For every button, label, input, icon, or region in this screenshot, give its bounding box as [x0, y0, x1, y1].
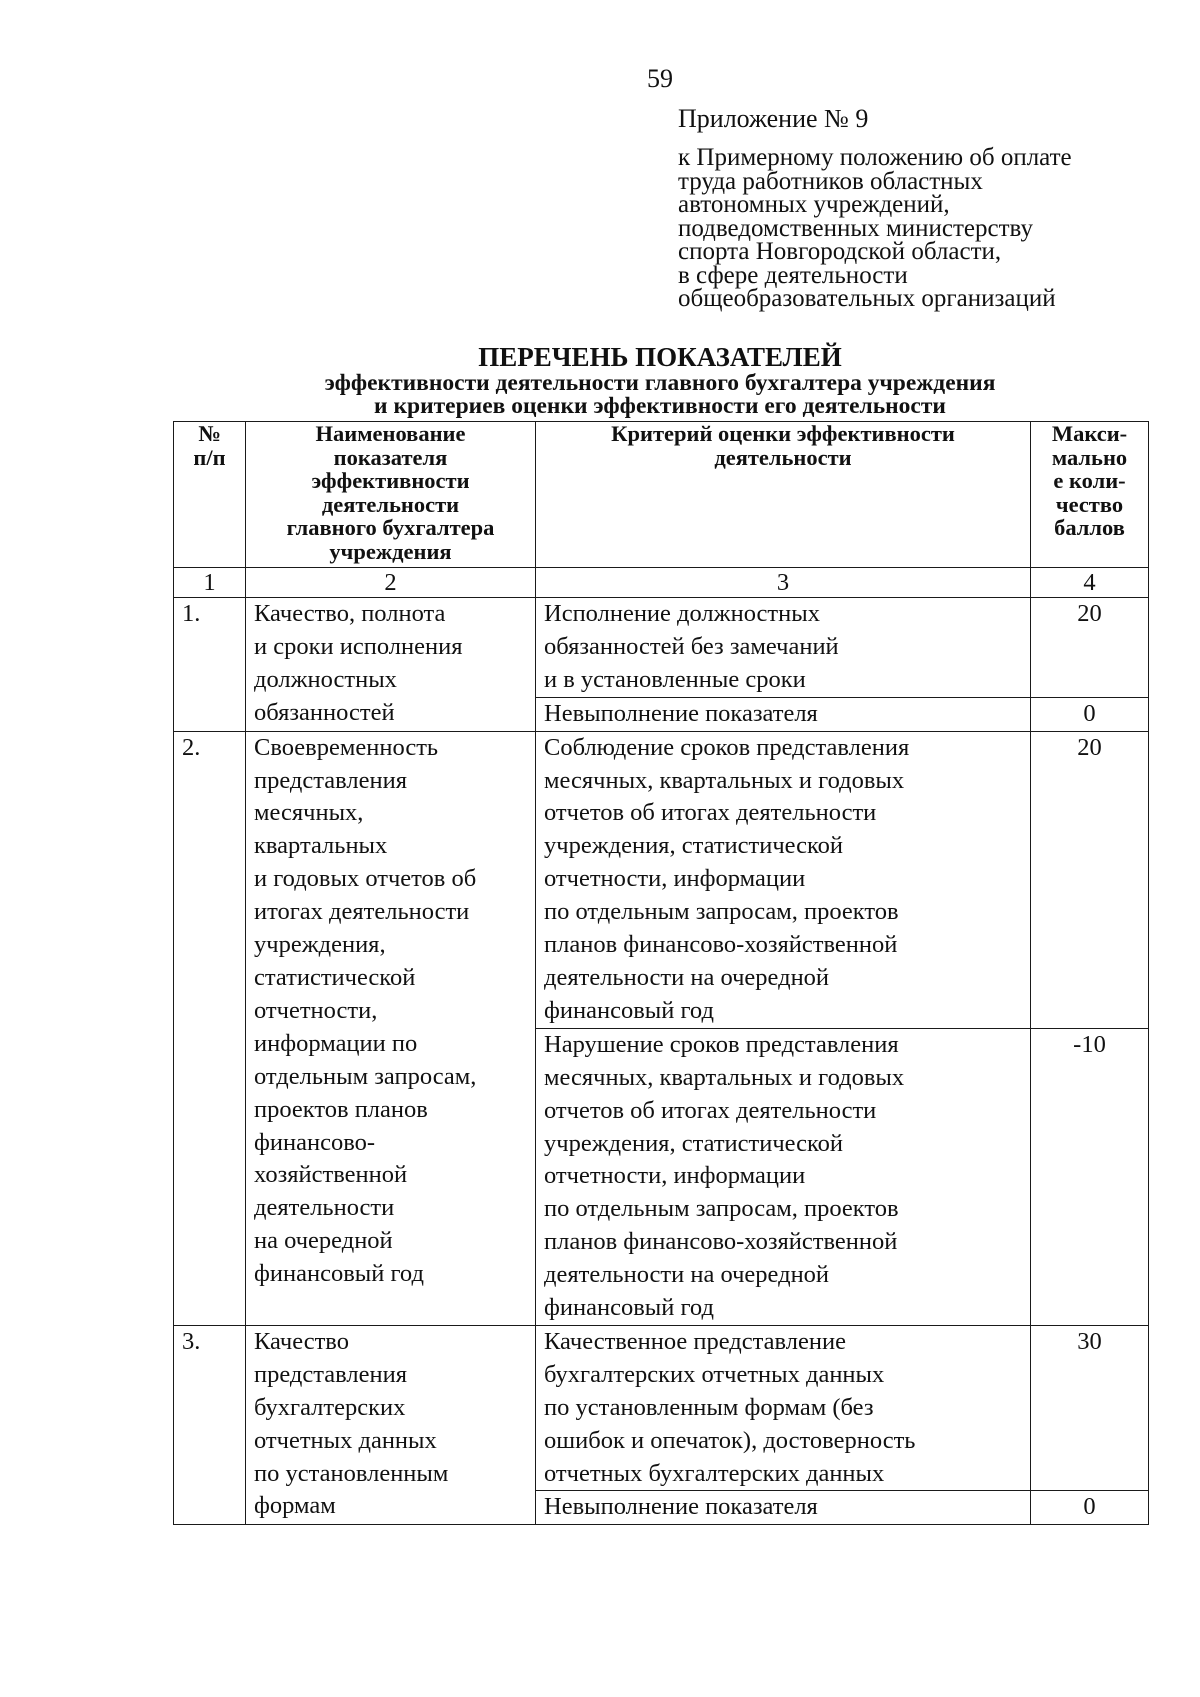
criterion-points: 0	[1031, 1491, 1149, 1525]
indicators-table	[173, 421, 1149, 1525]
header-max-points: Макси- мально е коли- чество баллов	[1031, 422, 1149, 568]
table-row	[174, 1325, 1149, 1491]
criterion-points: 30	[1031, 1325, 1149, 1491]
indicator-name: Качество представления бухгалтерских отчетных данных по установленным формам	[246, 1325, 536, 1524]
row-number: 2.	[174, 731, 246, 1325]
criterion-points: -10	[1031, 1028, 1149, 1325]
criterion-points: 20	[1031, 731, 1149, 1028]
heading-subtitle-line-2: и критериев оценки эффективности его деятельности	[374, 393, 946, 419]
header-number: № п/п	[174, 422, 246, 568]
column-number: 3	[536, 568, 1031, 598]
heading-subtitle-line-1: эффективности деятельности главного бухгалтера учреждения	[324, 370, 996, 396]
table-header-row	[174, 422, 1149, 568]
criterion-points: 20	[1031, 598, 1149, 698]
header-indicator-name: Наименование показателя эффективности деятельности главного бухгалтера учреждения	[246, 422, 536, 568]
row-number: 3.	[174, 1325, 246, 1524]
indicator-name: Качество, полнота и сроки исполнения должностных обязанностей	[246, 598, 536, 732]
criterion-text: Исполнение должностных обязанностей без замечаний и в установленные сроки	[536, 598, 1031, 698]
table-row	[174, 731, 1149, 1028]
indicator-name: Своевременность представления месячных, квартальных и годовых отчетов об итогах деятельности учреждения, статистической отчетности, информации по отдельным запросам, проектов планов финансово- хозяйственной деятельности на очередной финансовый год	[246, 731, 536, 1325]
criterion-text: Нарушение сроков представления месячных, квартальных и годовых отчетов об итогах деятельности учреждения, статистической отчетности, информации по отдельным запросам, проектов планов финансово-хозяйственной деятельности на очередной финансовый год	[536, 1028, 1031, 1325]
appendix-reference: к Примерному положению об оплате труда работников областных автономных учреждений, подведомственных министерству спорта Новгородской области, в сфере деятельности общеобразовательных организаций	[678, 144, 1072, 312]
table-row	[174, 598, 1149, 698]
column-number: 4	[1031, 568, 1149, 598]
column-number: 2	[246, 568, 536, 598]
criterion-text: Соблюдение сроков представления месячных, квартальных и годовых отчетов об итогах деятельности учреждения, статистической отчетности, информации по отдельным запросам, проектов планов финансово-хозяйственной деятельности на очередной финансовый год	[536, 731, 1031, 1028]
page-number: 59	[647, 64, 673, 93]
criterion-text: Качественное представление бухгалтерских отчетных данных по установленным формам (без ошибок и опечаток), достоверность отчетных бухгалтерских данных	[536, 1325, 1031, 1491]
document-heading	[0, 342, 1200, 418]
heading-title: ПЕРЕЧЕНЬ ПОКАЗАТЕЛЕЙ	[478, 342, 842, 372]
criterion-points: 0	[1031, 697, 1149, 731]
criterion-text: Невыполнение показателя	[536, 697, 1031, 731]
appendix-title: Приложение № 9	[678, 104, 869, 133]
column-number: 1	[174, 568, 246, 598]
row-number: 1.	[174, 598, 246, 732]
criterion-text: Невыполнение показателя	[536, 1491, 1031, 1525]
column-number-row	[174, 568, 1149, 598]
header-criterion: Критерий оценки эффективности деятельности	[536, 422, 1031, 568]
